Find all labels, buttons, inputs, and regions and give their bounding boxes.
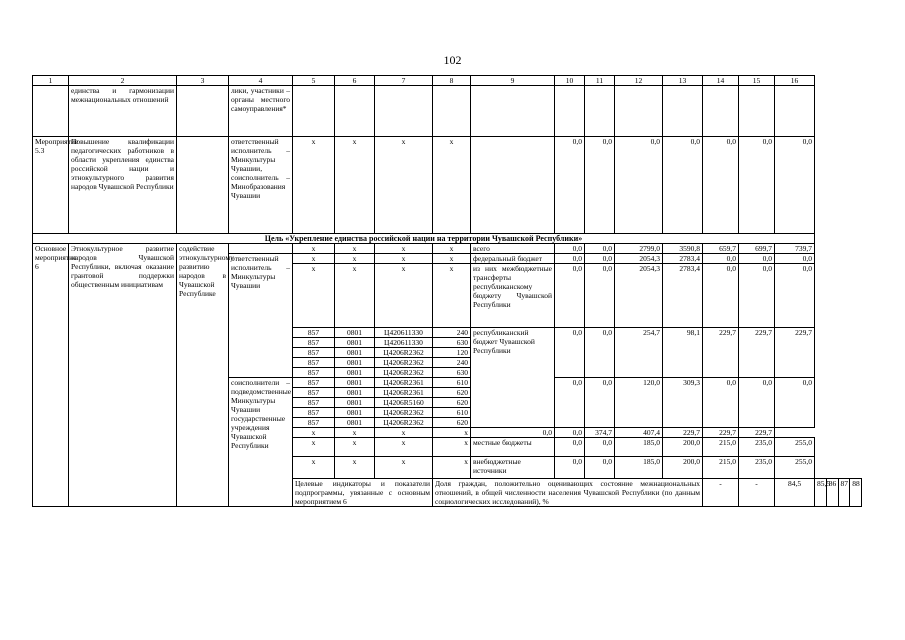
code-cell: x <box>335 244 375 254</box>
source-cell: федеральный бюджет <box>471 254 555 264</box>
code-cell: 240 <box>433 358 471 368</box>
code-cell: x <box>293 254 335 264</box>
value-cell: 0,0 <box>703 137 739 234</box>
code-cell: 0801 <box>335 398 375 408</box>
code-cell: x <box>293 264 335 328</box>
code-cell: x <box>433 137 471 234</box>
program-table <box>32 75 862 507</box>
code-cell: 0801 <box>335 408 375 418</box>
value-cell: 229,7 <box>703 428 739 438</box>
value-cell: 309,3 <box>663 378 703 428</box>
value-cell: 229,7 <box>739 328 775 378</box>
value-cell: 0,0 <box>585 264 615 328</box>
value-cell: 0,0 <box>555 137 585 234</box>
value-cell: 0,0 <box>739 254 775 264</box>
code-cell: Ц4206R2362 <box>375 408 433 418</box>
value-cell: 0,0 <box>775 378 815 428</box>
value-cell: - <box>703 479 739 507</box>
code-cell: x <box>293 244 335 254</box>
value-cell: 2054,3 <box>615 254 663 264</box>
code-cell: Ц4206R2362 <box>375 418 433 428</box>
header-cell: 4 <box>229 76 293 86</box>
code-cell: 857 <box>293 378 335 388</box>
source-cell: внебюджетные источники <box>471 457 555 479</box>
goal-heading: Цель «Укрепление единства российской нации на территории Чувашской Республики» <box>33 234 815 244</box>
code-cell: Ц4206R2362 <box>375 358 433 368</box>
code-cell: x <box>375 254 433 264</box>
code-cell: 857 <box>293 358 335 368</box>
header-cell: 10 <box>555 76 585 86</box>
value-cell: 120,0 <box>615 378 663 428</box>
code-cell: Ц4206R5160 <box>375 398 433 408</box>
code-cell: Ц420611330 <box>375 338 433 348</box>
activity-number: Мероприятие 5.3 <box>33 137 69 234</box>
indicator-label: Целевые индикаторы и показатели подпрограммы, увязанные с основным мероприятием 6 <box>293 479 433 507</box>
value-cell: 0,0 <box>585 457 615 479</box>
value-cell: 235,0 <box>739 457 775 479</box>
value-cell: 0,0 <box>739 378 775 428</box>
code-cell: x <box>375 428 433 438</box>
value-cell: 0,0 <box>703 264 739 328</box>
value-cell: 0,0 <box>555 378 585 428</box>
value-cell: 0,0 <box>555 244 585 254</box>
code-cell: 120 <box>433 348 471 358</box>
value-cell: 235,0 <box>739 438 775 457</box>
code-cell: Ц4206R2362 <box>375 348 433 358</box>
value-cell: 0,0 <box>739 137 775 234</box>
value-cell: 0,0 <box>471 428 555 438</box>
header-cell: 8 <box>433 76 471 86</box>
value-cell: 0,0 <box>585 328 615 378</box>
code-cell: x <box>433 244 471 254</box>
header-cell: 11 <box>585 76 615 86</box>
value-cell: 229,7 <box>703 328 739 378</box>
value-cell: 88 <box>850 479 862 507</box>
value-cell: 2799,0 <box>615 244 663 254</box>
value-cell: 0,0 <box>663 137 703 234</box>
cell <box>177 137 229 234</box>
code-cell: x <box>335 428 375 438</box>
code-cell: 857 <box>293 408 335 418</box>
value-cell: 0,0 <box>615 137 663 234</box>
code-cell: Ц4206R2362 <box>375 368 433 378</box>
header-cell: 7 <box>375 76 433 86</box>
value-cell: 0,0 <box>739 264 775 328</box>
activity-5-3-row <box>33 137 862 234</box>
value-cell: 0,0 <box>585 438 615 457</box>
code-cell: 610 <box>433 408 471 418</box>
code-cell: Ц4206R2361 <box>375 388 433 398</box>
value-cell: 215,0 <box>703 438 739 457</box>
code-cell: x <box>293 137 335 234</box>
code-cell: x <box>293 438 335 457</box>
code-cell: 620 <box>433 388 471 398</box>
header-cell: 13 <box>663 76 703 86</box>
value-cell: 255,0 <box>775 457 815 479</box>
code-cell: 857 <box>293 338 335 348</box>
value-cell: 200,0 <box>663 438 703 457</box>
value-cell: - <box>739 479 775 507</box>
code-cell: x <box>293 428 335 438</box>
responsible: лики, участники – органы местного самоуправления* <box>229 86 293 137</box>
header-cell: 12 <box>615 76 663 86</box>
code-cell: x <box>433 428 471 438</box>
value-cell: 215,0 <box>703 457 739 479</box>
code-cell: 0801 <box>335 368 375 378</box>
value-cell: 200,0 <box>663 457 703 479</box>
code-cell: Ц420611330 <box>375 328 433 338</box>
code-cell: 0801 <box>335 378 375 388</box>
value-cell: 0,0 <box>703 254 739 264</box>
code-cell: 610 <box>433 378 471 388</box>
value-cell: 0,0 <box>555 438 585 457</box>
page-number: 102 <box>443 53 462 67</box>
code-cell: x <box>335 438 375 457</box>
value-cell: 699,7 <box>739 244 775 254</box>
header-cell: 1 <box>33 76 69 86</box>
code-cell: 630 <box>433 338 471 348</box>
code-cell: x <box>335 264 375 328</box>
header-cell: 6 <box>335 76 375 86</box>
responsible: ответственный исполнитель – Минкультуры Чувашии, соисполнитель – Минобразования Чувашии <box>229 137 293 234</box>
code-cell: x <box>335 137 375 234</box>
value-cell: 2783,4 <box>663 264 703 328</box>
value-cell: 0,0 <box>775 254 815 264</box>
code-cell: x <box>375 137 433 234</box>
cell <box>33 86 69 137</box>
value-cell: 2054,3 <box>615 264 663 328</box>
value-cell: 0,0 <box>585 244 615 254</box>
value-cell: 0,0 <box>585 137 615 234</box>
code-cell: x <box>375 264 433 328</box>
code-cell: 0801 <box>335 338 375 348</box>
goal-row <box>33 234 862 244</box>
value-cell: 229,7 <box>739 428 775 438</box>
code-cell: x <box>375 438 433 457</box>
value-cell: 0,0 <box>775 137 815 234</box>
activity-number: Основное мероприятие 6 <box>33 244 69 507</box>
responsible: ответственный исполнитель – Минкультуры Чувашии <box>229 254 293 378</box>
code-cell: 857 <box>293 368 335 378</box>
code-cell: 0801 <box>335 388 375 398</box>
code-cell: x <box>433 438 471 457</box>
header-cell: 14 <box>703 76 739 86</box>
indicator-text: Доля граждан, положительно оценивающих состояние межнациональных отношений, в общей численности населения Чувашской Республики (по данным социологических исследований), % <box>433 479 703 507</box>
value-cell: 0,0 <box>555 328 585 378</box>
source-cell <box>471 137 555 234</box>
code-cell: 0801 <box>335 358 375 368</box>
activity-goal: содействие этнокультурному развитию народов в Чувашской Республике <box>177 244 229 507</box>
code-cell: 857 <box>293 398 335 408</box>
value-cell: 0,0 <box>555 457 585 479</box>
code-cell: 630 <box>433 368 471 378</box>
value-cell: 85,5 <box>815 479 827 507</box>
value-cell: 739,7 <box>775 244 815 254</box>
code-cell: 240 <box>433 328 471 338</box>
source-cell: из них межбюджетные трансферты республиканскому бюджету Чувашской Республики <box>471 264 555 328</box>
code-cell: x <box>293 457 335 479</box>
source-cell: республиканский бюджет Чувашской Республики <box>471 328 555 428</box>
value-cell: 2783,4 <box>663 254 703 264</box>
activity-name: Повышение квалификации педагогических работников в области укрепления единства российской нации и этнокультурного развития народов Чувашской Республики <box>69 137 177 234</box>
code-cell: 620 <box>433 398 471 408</box>
value-cell: 86 <box>826 479 838 507</box>
value-cell: 659,7 <box>703 244 739 254</box>
value-cell: 3590,8 <box>663 244 703 254</box>
value-cell: 0,0 <box>555 428 585 438</box>
value-cell: 407,4 <box>615 428 663 438</box>
header-cell: 16 <box>775 76 815 86</box>
code-cell: 620 <box>433 418 471 428</box>
value-cell: 229,7 <box>663 428 703 438</box>
code-cell: x <box>335 254 375 264</box>
header-row <box>33 76 862 86</box>
code-cell: 857 <box>293 328 335 338</box>
activity-name: Этнокультурное развитие народов Чувашской Республики, включая оказание грантовой поддержки общественным инициативам <box>69 244 177 507</box>
code-cell: 0801 <box>335 328 375 338</box>
value-cell: 0,0 <box>585 378 615 428</box>
value-cell: 84,5 <box>775 479 815 507</box>
cell <box>229 244 293 254</box>
value-cell: 87 <box>838 479 850 507</box>
header-cell: 9 <box>471 76 555 86</box>
value-cell: 185,0 <box>615 457 663 479</box>
code-cell: 857 <box>293 418 335 428</box>
code-cell: x <box>375 457 433 479</box>
table-row <box>33 244 862 254</box>
co-executor: соисполнители – подведомственные Минкультуры Чувашии государственные учреждения Чувашской Республики <box>229 378 293 507</box>
value-cell: 255,0 <box>775 438 815 457</box>
code-cell: 0801 <box>335 418 375 428</box>
value-cell: 0,0 <box>585 254 615 264</box>
value-cell: 98,1 <box>663 328 703 378</box>
header-cell: 2 <box>69 76 177 86</box>
code-cell: x <box>335 457 375 479</box>
code-cell: 0801 <box>335 348 375 358</box>
value-cell: 185,0 <box>615 438 663 457</box>
code-cell: x <box>433 457 471 479</box>
value-cell: 0,0 <box>555 254 585 264</box>
value-cell: 374,7 <box>585 428 615 438</box>
header-cell: 3 <box>177 76 229 86</box>
value-cell: 0,0 <box>555 264 585 328</box>
value-cell: 0,0 <box>775 264 815 328</box>
code-cell: 857 <box>293 348 335 358</box>
header-cell: 15 <box>739 76 775 86</box>
value-cell: 229,7 <box>775 328 815 378</box>
code-cell: Ц4206R2361 <box>375 378 433 388</box>
value-cell: 0,0 <box>703 378 739 428</box>
cell <box>177 86 229 137</box>
activity-name: единства и гармонизации межнациональных отношений <box>69 86 177 137</box>
code-cell: x <box>375 244 433 254</box>
code-cell: x <box>433 264 471 328</box>
source-cell: всего <box>471 244 555 254</box>
continuation-row <box>33 86 862 137</box>
code-cell: 857 <box>293 388 335 398</box>
header-cell: 5 <box>293 76 335 86</box>
value-cell: 254,7 <box>615 328 663 378</box>
source-cell: местные бюджеты <box>471 438 555 457</box>
code-cell: x <box>433 254 471 264</box>
